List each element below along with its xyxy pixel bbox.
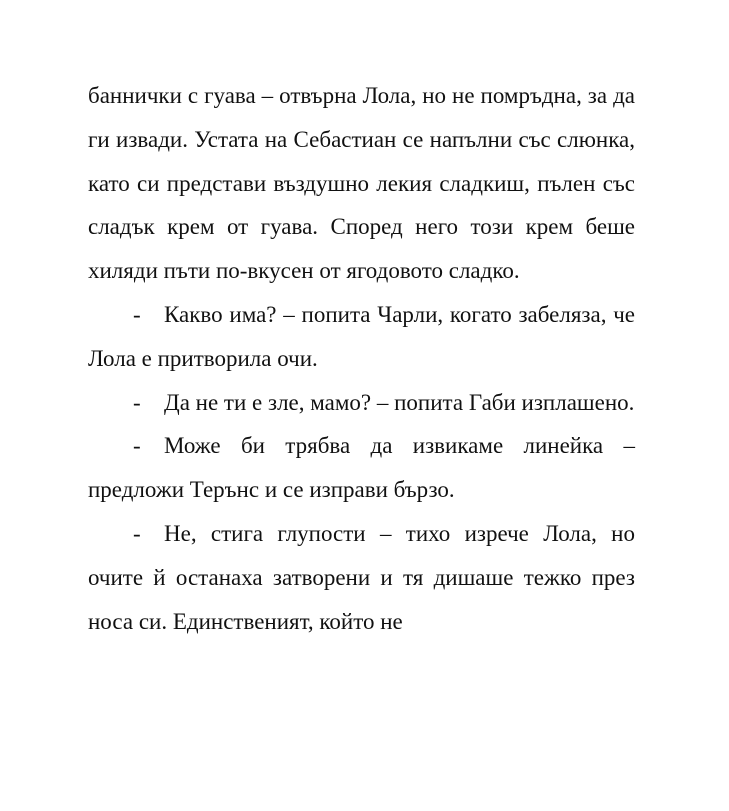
- paragraph-dialogue-2: [88, 381, 635, 425]
- dialogue-dash: -: [133, 301, 141, 327]
- paragraph-dialogue-4: [88, 512, 635, 643]
- dialogue-text: Какво има? – попита Чарли, когато забеляза, че Лола е притворила очи.: [88, 301, 635, 371]
- dialogue-dash: -: [133, 433, 141, 459]
- dialogue-text: Да не ти е зле, мамо? – попита Габи изплашено.: [164, 389, 635, 415]
- document-body: [88, 74, 635, 643]
- dialogue-dash: -: [133, 389, 141, 415]
- paragraph-narration: баннички с гуава – отвърна Лола, но не помръдна, за да ги извади. Устата на Себастиан се напълни със слюнка, като си представи въздушно лекия сладкиш, пълен със сладък крем от гуава. Според него този крем беше хиляди пъти по-вкусен от ягодовото сладко.: [88, 83, 635, 284]
- paragraph-dialogue-3: [88, 424, 635, 512]
- dialogue-text: Може би трябва да извикаме линейка – предложи Терънс и се изправи бързо.: [88, 433, 635, 503]
- dialogue-dash: -: [133, 520, 141, 546]
- dialogue-text: Не, стига глупости – тихо изрече Лола, но очите й останаха затворени и тя дишаше тежко през носа си. Единственият, който не: [88, 520, 635, 634]
- paragraph-dialogue-1: [88, 293, 635, 381]
